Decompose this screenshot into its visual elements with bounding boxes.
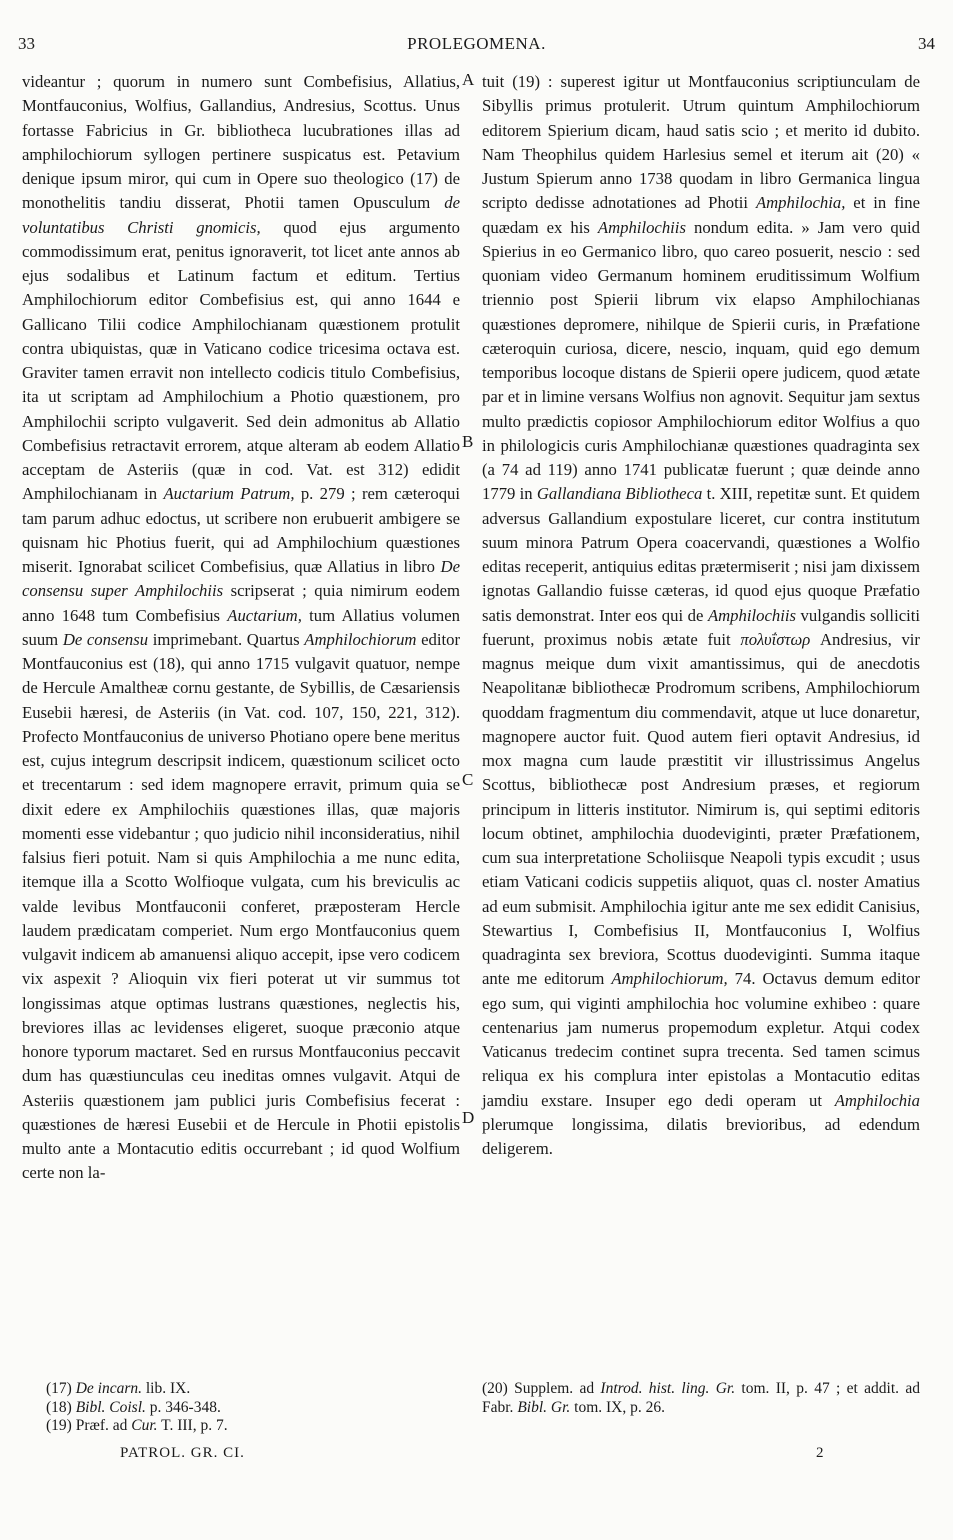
margin-marker-d: D (462, 1108, 475, 1127)
margin-marker-c: C (462, 770, 474, 789)
footnote-number: (19) (46, 1417, 72, 1434)
italic-title: De incarn. (75, 1380, 142, 1397)
left-column-text (22, 70, 460, 1186)
italic-title: Gallandiana Bibliotheca (536, 484, 703, 504)
italic-title: Amphilochiorum, (611, 969, 728, 989)
text-run: nondum edita. » Jam vero quid Spierius in eo Germanico libro, quo careo posuerit, nescio : sed quoniam video Germanum hominem eruditissimum Wolfium triennio post Spierii librum vix elapso Amphilochianas quæstiones depromere, nihilque de Spierii curis, in Præfatione cæteroquin curiosa, dicere, nescio, inquam, quid ego demum temporibus locoque distans de Spierii opere judicem, quod ætate par et in limine versans Wolfius non agnovit. Sequitur jam sextus multo prædictis copiosor Amphilochiorum editor Wolfius a quo in philologicis curis Amphilochianæ quæstiones quadraginta sex (a 74 ad 119) anno 1741 publicatæ fuerunt ; quæ deinde anno 1779 in (482, 217, 920, 504)
footnote-20 (482, 1380, 920, 1417)
italic-title: De consensu super Amphilochiis (22, 557, 461, 601)
footnote-18 (46, 1399, 426, 1418)
footer-series: PATROL. GR. CI. (120, 1445, 245, 1461)
page-number-right: 34 (918, 34, 935, 53)
italic-title: Bibl. Gr. (517, 1398, 571, 1416)
text-run: tum Allatius volumen suum (22, 605, 461, 649)
margin-marker-b: B (462, 432, 474, 451)
footnote-number: (18) (46, 1398, 72, 1416)
text-run: scripserat ; quia nimirum eodem anno 1648 tum Combefisius (22, 581, 461, 625)
footnote-number: (17) (46, 1380, 72, 1397)
page-number-left: 33 (18, 34, 35, 53)
text-run: T. III, p. 7. (161, 1417, 228, 1434)
italic-title: Amphilochiorum (304, 629, 417, 649)
footnotes-right (482, 1380, 920, 1417)
italic-title: Amphilochiis (597, 217, 686, 237)
text-run: Andresius, vir magnus meique dum vixit amantissimus, qui de anecdotis Neapolitanæ bibliothecæ Prodromum scribens, Amphilochiorum quoddam fragmentum diu commendavit, atque ut luce donaretur, magnopere auctor fuit. Quod autem fieri optavit Andresius, id mox magna cum laude præstitit vir illustrissimus Angelus Scottus, bibliothecæ post Andresium præses, et regiorum principum in litteris institutor. Nimirum is, qui septimi editoris locum obtinet, amphilochia duodeviginti, præter Præfationem, cum sua interpretatione Scholiisque Neapoli typis excudit ; usus etiam Vaticani codicis suppetiis aliquot, quas cl. noster Amatius ad eum submisit. Amphilochia igitur ante me sex edidit Canisius, Stewartius I, Combefisius II, Montfauconius I, Wolfius quadraginta sex breviora, Scottus duodeviginti. Summa itaque ante me editorum (482, 629, 920, 989)
left-column (22, 70, 460, 1186)
text-run: p. 279 ; rem cæteroqui tam parum adhuc edoctus, ut scribere non erubuerit ambigere se quisnam hic Photius fuerit, qui ad Amphilochium quæstiones miserit. Ignorabat scilicet Combefisius, quæ Allatius in libro (22, 484, 461, 576)
text-run: (20) Supplem. ad (482, 1380, 595, 1397)
text-run: vulgandis solliciti fuerunt, proximus nobis ætate fuit (482, 605, 921, 649)
italic-title: Introd. hist. ling. Gr. (600, 1380, 736, 1397)
italic-title: De consensu (62, 629, 149, 649)
margin-marker-a: A (462, 70, 475, 89)
text-run: tuit (19) : superest igitur ut Montfauconius scriptiunculam de Sibyllis primus protulerit. Utrum quintum Amphilochiorum editorem Spierium dicam, haud satis scio ; et merito id dubito. Nam Theophilus quidem Harlesius semel et iterum ait (20) « Justum Spierum anno 1738 quodam in libro Germanica lingua scripto dedisse adnotationes ad Photii (482, 72, 920, 213)
right-column-text (482, 70, 920, 1161)
italic-title: Bibl. Coisl. (75, 1398, 146, 1416)
text-run: 74. Octavus demum editor ego sum, qui viginti amphilochia hoc volumine exhibeo : quare centenarius jam numerus propemodum expletur. Atqui codex Vaticanus tredecim continet supra trecenta. Sed tamen scimus reliqua ex his complura inter epistolas a Montacutio editas jamdiu exstare. Insuper ego dedi operam ut (482, 969, 921, 1110)
text-run: tom. II, p. 47 ; et addit. ad Fabr. (482, 1380, 920, 1416)
text-run: videantur ; quorum in numero sunt Combefisius, Allatius, Montfauconius, Wolfius, Gallandius, Andresius, Scottus. Unus fortasse Fabricius in Gr. bibliotheca lucubrationes illas ad amphilochiorum syllogen pertinere suspicatus est. Petavium denique ipsum miror, qui cum in Opere suo theologico (17) de monothelitis tandiu disserat, Photii tamen Opusculum (22, 72, 460, 213)
text-run: plerumque longissima, dilatis brevioribus, ad edendum deligerem. (482, 1114, 920, 1158)
italic-title: Auctarium Patrum, (163, 484, 295, 504)
running-header (18, 34, 935, 58)
text-run: tom. IX, p. 26. (574, 1398, 665, 1416)
footnotes-left (46, 1380, 426, 1436)
right-column (482, 70, 920, 1161)
italic-title: Auctarium, (227, 605, 302, 625)
italic-title: Cur. (131, 1417, 158, 1434)
greek-word: πολυΐστωρ (740, 629, 811, 649)
italic-title: Amphilochia, (755, 193, 846, 213)
footnote-19 (46, 1417, 426, 1436)
text-run: et in fine quædam ex his (482, 193, 921, 237)
text-run: Præf. ad (75, 1417, 128, 1434)
text-run: imprimebant. Quartus (152, 629, 300, 649)
footnote-17 (46, 1380, 426, 1399)
footer-signature: 2 (816, 1445, 824, 1461)
running-title: PROLEGOMENA. (407, 34, 546, 53)
text-run: t. XIII, repetitæ sunt. Et quidem adversus Gallandium expostulare liceret, cur contra institutum suum minora Patrum Opera coacervandi, quæstiones a Wolfio editas receperit, antiquius editas prætermiserit ; nisi jam dixissem ignotas Gallandio fuisse cæteras, id quod ejus quoque Præfatio satis demonstrat. Inter eos qui de (482, 484, 921, 625)
text-run: p. 346-348. (149, 1398, 221, 1416)
italic-title: de voluntatibus Christi gnomicis, (22, 193, 461, 237)
text-run: lib. IX. (145, 1380, 191, 1397)
text-run: quod ejus argumento commodissimum erat, penitus ignoraverit, tot licet ante annos ab ejus sodalibus et Latinum factum et editum. Tertius Amphilochiorum editor Combefisius est, qui anno 1644 e Gallicano Tilii codice Amphilochianam quæstionem protulit contra ubiquistas, quæ in Vaticano codice tricesima octava est. Graviter tamen erravit non intellecto codicis titulo Combefisius, ita ut scriptam ad Amphilochium a Photio quæstionem, pro Amphilochii scripto vulgaverit. Sed dein admonitus ab Allatio Combefisius retractavit errorem, atque alteram ab eodem Allatio acceptam de Asteriis (quæ in cod. Vat. est 312) edidit Amphilochianam in (22, 217, 460, 504)
text-run: editor Montfauconius est (18), qui anno 1715 vulgavit quatuor, nempe de Hercule Amaltheæ cornu gestante, de Sybillis, de Cæsariensis Eusebii hæresi, de Asteriis (in Vat. cod. 107, 150, 221, 312). Profecto Montfauconius de universo Photiano opere bene meritus est, cujus integrum descripsit indicem, quæstionum scilicet octo et trecentarum : sed idem magnopere erravit, primum quia se dixit edere ex Amphilochiis quæstiones illas, quæ majoris momenti esse videbantur ; quo judicio nihil inconsideratius, nihil falsius fieri potuit. Nam si quis Amphilochia a me nunc edita, itemque illa a Scotto Wolfioque vulgata, cum his breviculis ac valde levibus Montfauconii conferet, præposteram Hercle laudem prædicatam comperiet. Num ergo Montfauconius quem vulgavit indicem ab amanuensi aliquo accepit, ipse vero codicem vix aspexit ? Alioquin vix fieri poterat ut vir summus tot longissimas atque optimas lustrans quæstiones, neglectis his, breviores illas ac levidenses eligeret, suoque præconio atque honore typorum mactaret. Sed en rursus Montfauconius peccavit dum has quæstiunculas ceu ineditas omnes vulgavit. Atqui de Asteriis quæstionem jam publici juris Combefisius fecerat : quæstiones de hæresi Eusebii et de Hercule in Photii epistolis multo ante a Montacutio editis occurrebant ; id quod Wolfium certe non la- (22, 629, 461, 1183)
italic-title: Amphilochia (834, 1090, 921, 1110)
italic-title: Amphilochiis (707, 605, 797, 625)
